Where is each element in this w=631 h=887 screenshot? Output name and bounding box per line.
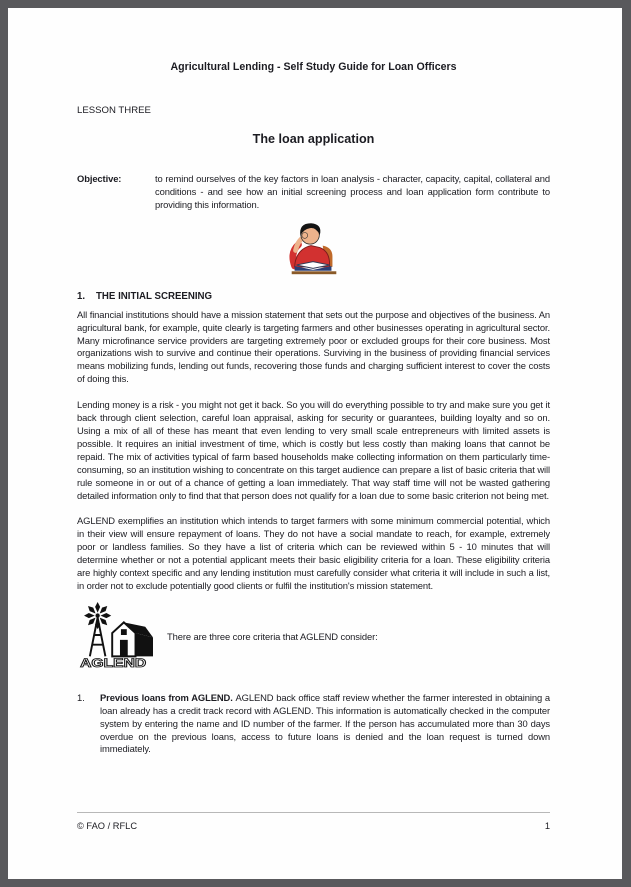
page-title: The loan application [252,132,375,146]
paragraph: All financial institutions should have a mission statement that sets out the purpose and objectives of the business. An agricultural bank, for example, quite clearly is targeting farmers and other businesses operating in agricultural sector. Many microfinance service providers are targeting extremely poor or excluded groups for their core business. Most organizations wish to survive and continue their operations. Surviving in the business of providing financial services means mobilizing funds, lending out funds, recovering those funds and charging sufficient interest to cover the costs of doing this. [77,308,550,385]
section-heading [77,290,550,303]
page-footer [77,812,550,833]
objective-label: Objective: [77,173,122,184]
page-header-title: Agricultural Lending - Self Study Guide for Loan Officers [170,61,457,73]
aglend-logo-text: AGLEND [80,655,147,669]
document-page [8,8,622,879]
page-content [77,8,550,756]
list-item-number: 1. [77,691,85,703]
person-reading-icon [282,220,346,277]
aglend-callout [77,601,550,674]
callout-text: There are three core criteria that AGLEND consider: [167,630,378,642]
paragraph: Lending money is a risk - you might not get it back. So you will do everything possible to try and make sure you get it back through client selection, careful loan appraisal, asking for security or guarantees, building loyalty and so on. Using a mix of all of these has meant that even lending to very small scale entrepreneurs with limited assets is possible. It requires an initial investment of time, which is costly but less costly than making loans that cannot be repaid. The mix of activities typical of farm based households make collecting information on them particularly time-consuming, so an institution wishing to concentrate on this target audience can prepare a list of basic criteria that will rule someone in or out of a chance of getting a loan immediately. That way staff time will not be wasted gathering detailed information only to find that that person does not qualify for a loan due to some basic criterion not being met. [77,399,550,501]
footer-copyright: © FAO / RFLC [77,821,138,831]
objective-text: to remind ourselves of the key factors in loan analysis - character, capacity, capital, collateral and conditions - and see how an initial screening process and loan application form contribute to providing this information. [155,173,550,210]
section-number: 1. [77,290,86,302]
objective-block [77,173,550,212]
aglend-logo-icon [77,601,163,674]
windmill-barn-logo [77,601,161,669]
list-item-lead: Previous loans from AGLEND. [100,691,236,703]
section-heading-text: THE INITIAL SCREENING [96,290,213,302]
list-item-body [100,692,550,757]
page-number: 1 [544,821,550,831]
paragraph: AGLEND exemplifies an institution which intends to target farmers with some minimum commercial potential, which in their view will ensure repayment of loans. They do not have a social mandate to reach, for example, extremely poor or landless families. So they have a list of criteria which can be reviewed within 5 - 10 minutes that will determine whether or not a potential applicant meets their basic eligibility criteria for a loan. These eligibility criteria are highly context specific and any lending institution must carefully consider what criteria it will include in such a list, in order not to exclude potentially good clients or fulfil the institution's mission statement. [77,515,550,591]
list-item [77,692,550,757]
list-item-text: AGLEND back office staff review whether the farmer interested in obtaining a loan already has a credit track record with AGLEND. This information is automatically checked in the computer system by entering the name and ID number of the farmer. If the person has accumulated more than 30 days overdue on the previous loans, access to future loans is denied and the loan request is turned down immediately. [100,691,550,755]
studying-person-image [77,220,550,277]
lesson-label: LESSON THREE [77,105,151,116]
